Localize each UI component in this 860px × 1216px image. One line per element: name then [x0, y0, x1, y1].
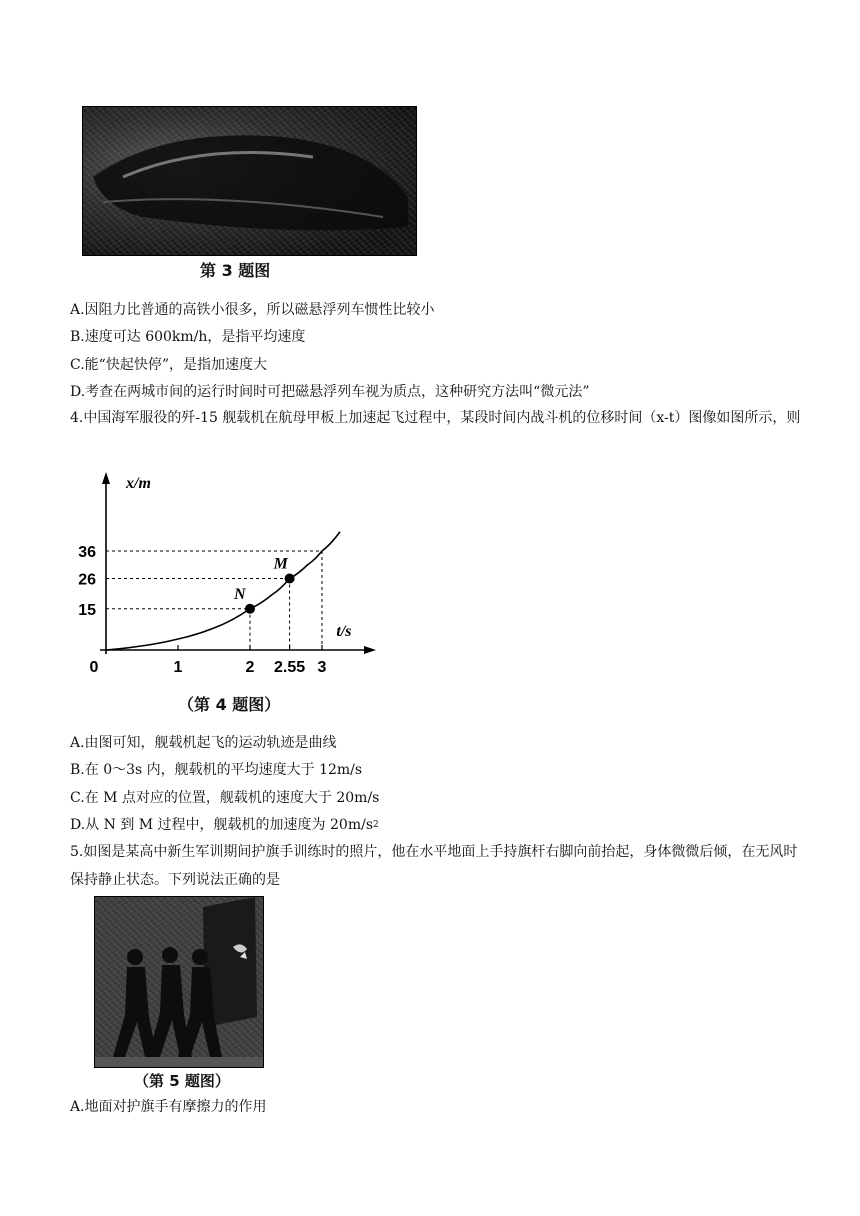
flag-guard-silhouette	[95, 897, 263, 1067]
train-silhouette	[83, 107, 416, 255]
maglev-train-photo	[82, 106, 417, 256]
q3-option-a: A.因阻力比普通的高铁小很多，所以磁悬浮列车惯性比较小	[70, 302, 435, 318]
point-M	[285, 574, 295, 584]
point-N	[245, 604, 255, 614]
q4-stem: 4.中国海军服役的歼-15 舰载机在航母甲板上加速起飞过程中，某段时间内战斗机的位移时间（x-t）图像如图所示，则	[70, 410, 801, 426]
q3-option-d: D.考查在两城市间的运行时间时可把磁悬浮列车视为质点，这种研究方法叫“微元法”	[70, 384, 590, 400]
point-label-N: N	[234, 585, 246, 603]
x-axis-label: t/s	[336, 623, 352, 640]
xt-curve	[106, 532, 340, 650]
figure-5-caption: （第 5 题图）	[134, 1072, 230, 1090]
flag-guard-photo	[94, 896, 264, 1068]
figure-4-caption: （第 4 题图）	[178, 695, 281, 714]
x-tick-label: 1	[173, 659, 183, 676]
q3-option-b: B.速度可达 600km/h，是指平均速度	[70, 329, 306, 345]
point-label-M: M	[273, 555, 288, 573]
x-axis-arrow	[364, 646, 376, 654]
y-tick-label: 36	[78, 544, 96, 561]
q5-stem: 5.如图是某高中新生军训期间护旗手训练时的照片，他在水平地面上手持旗杆右脚向前抬起，身体微微后倾，在无风时保持静止状态。下列说法正确的是	[70, 844, 798, 888]
xt-graph	[70, 470, 380, 685]
q4-option-c: C.在 M 点对应的位置，舰载机的速度大于 20m/s	[70, 790, 380, 806]
y-axis-label: x/m	[126, 475, 151, 492]
q4-option-d-superscript: 2	[373, 820, 379, 830]
q5-option-a: A.地面对护旗手有摩擦力的作用	[70, 1099, 267, 1115]
y-tick-label: 15	[78, 601, 96, 619]
x-tick-label: 3	[317, 659, 327, 676]
y-tick-label: 26	[78, 571, 96, 589]
x-tick-label: 2.55	[274, 659, 306, 676]
y-axis-arrow	[102, 472, 110, 484]
x-tick-label: 2	[245, 659, 255, 676]
q4-option-d	[70, 815, 379, 835]
q3-option-c: C.能“快起快停”，是指加速度大	[70, 357, 267, 373]
figure-3-caption: 第 3 题图	[200, 261, 271, 280]
x-tick-label: 0	[89, 659, 99, 676]
q4-option-d-text: D.从 N 到 M 过程中，舰载机的加速度为 20m/s	[70, 817, 374, 833]
q4-option-a: A.由图可知，舰载机起飞的运动轨迹是曲线	[70, 735, 337, 751]
q4-option-b: B.在 0～3s 内，舰载机的平均速度大于 12m/s	[70, 762, 363, 778]
